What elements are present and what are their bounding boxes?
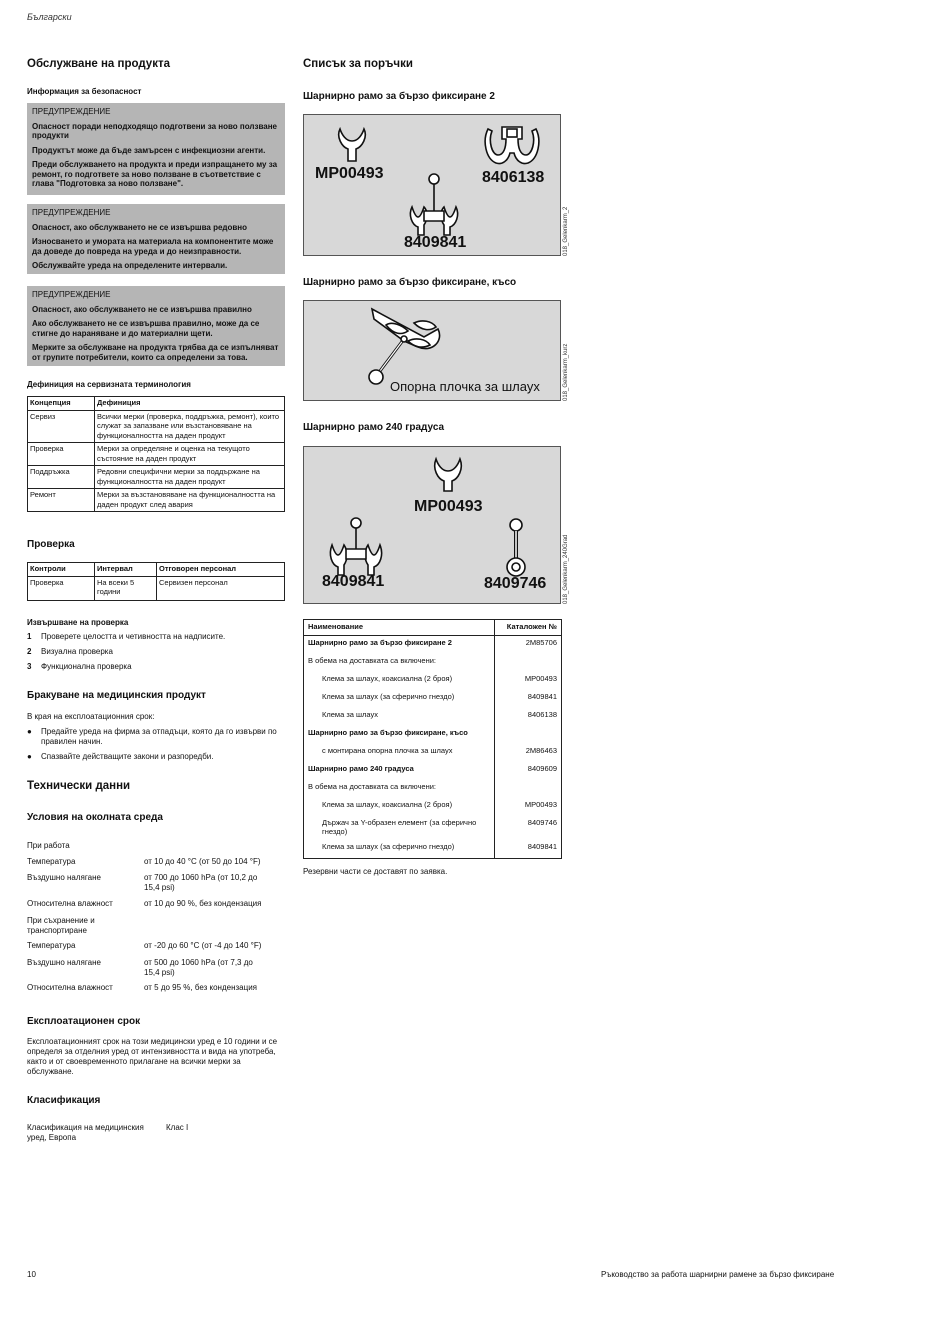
table-cell: Мерки за възстановяване на функционалността на даден продукт след авария bbox=[95, 489, 285, 512]
fig2-title: Шарнирно рамо за бързо фиксиране, късо bbox=[303, 277, 517, 288]
order-header: Каталожен № bbox=[495, 620, 562, 636]
order-item-name: Клема за шлаух, коаксиална (2 броя) bbox=[304, 672, 495, 690]
order-item-name: В обема на доставката са включени: bbox=[304, 780, 495, 798]
env-value: от 700 до 1060 hPa (от 10,2 до 15,4 psi) bbox=[144, 873, 258, 892]
warning-line: Обслужвайте уреда на определените интервали. bbox=[32, 261, 228, 270]
warning-title: ПРЕДУПРЕЖДЕНИЕ bbox=[32, 208, 111, 217]
order-item-number bbox=[495, 780, 562, 798]
env-key: Температура bbox=[27, 941, 76, 950]
safety-title: Информация за безопасност bbox=[27, 87, 142, 96]
warning-line: Преди обслужването на продукта и преди изпращането му за ремонт, го подгответе за ново ползване в съответствие с глава "Подготовка за ново ползване". bbox=[32, 160, 278, 188]
procedure-steps bbox=[27, 632, 287, 677]
table-cell: На всеки 5 години bbox=[95, 576, 157, 600]
order-item-number: 8409609 bbox=[495, 762, 562, 780]
list-item: 1 Проверете целостта и четивността на надписите. bbox=[27, 632, 226, 641]
order-item-name: В обема на доставката са включени: bbox=[304, 654, 495, 672]
order-item-name: Шарнирно рамо за бързо фиксиране, късо bbox=[304, 726, 495, 744]
order-item-name: Шарнирно рамо 240 градуса bbox=[304, 762, 495, 780]
inspection-header: Отговорен персонал bbox=[157, 563, 285, 577]
env-value: от 10 до 40 °C (от 50 до 104 °F) bbox=[144, 857, 261, 866]
terms-header: Концепция bbox=[28, 397, 95, 411]
warning-box-2 bbox=[27, 204, 285, 274]
terms-header: Дефиниция bbox=[95, 397, 285, 411]
order-item-number: MP00493 bbox=[495, 798, 562, 816]
table-row bbox=[304, 690, 562, 708]
page-number: 10 bbox=[27, 1270, 36, 1279]
warning-line: Опасност, ако обслужването не се извършва редовно bbox=[32, 222, 248, 232]
order-item-name: с монтирана опорна плочка за шлаух bbox=[304, 744, 495, 762]
warning-line: Мерките за обслужване на продукта трябва да се изпълняват от групите потребители, които са определени за това. bbox=[32, 343, 279, 362]
footer-doc-title: Ръководство за работа шарнирни рамене за бързо фиксиране bbox=[601, 1270, 835, 1279]
table-row bbox=[304, 798, 562, 816]
fig3-title: Шарнирно рамо 240 градуса bbox=[303, 422, 445, 433]
order-item-name: Шарнирно рамо за бързо фиксиране 2 bbox=[304, 635, 495, 654]
warning-box-1 bbox=[27, 103, 285, 195]
disposal-intro: В края на експлоатационния срок: bbox=[27, 712, 155, 721]
part-label: MP00493 bbox=[414, 498, 483, 515]
order-list-title: Списък за поръчки bbox=[303, 58, 413, 70]
order-item-number: 8409841 bbox=[495, 690, 562, 708]
inspection-title: Проверка bbox=[27, 539, 75, 550]
table-row bbox=[28, 443, 285, 466]
table-cell: Сервизен персонал bbox=[157, 576, 285, 600]
env-key: При съхранение и транспортиране bbox=[27, 916, 95, 935]
part-label: 8409841 bbox=[322, 573, 385, 590]
part-label: MP00493 bbox=[315, 165, 384, 182]
warning-title: ПРЕДУПРЕЖДЕНИЕ bbox=[32, 290, 111, 299]
table-cell: Сервиз bbox=[28, 410, 95, 443]
class-title: Класификация bbox=[27, 1095, 101, 1106]
order-item-number: 8409841 bbox=[495, 840, 562, 859]
table-cell: Ремонт bbox=[28, 489, 95, 512]
env-key: Въздушно налягане bbox=[27, 873, 101, 882]
tech-title: Технически данни bbox=[27, 780, 131, 792]
order-item-number bbox=[495, 654, 562, 672]
list-item: 3 Функционална проверка bbox=[27, 662, 132, 671]
fig1-caption: 018_Gelenkarm_2 bbox=[563, 206, 569, 256]
table-row bbox=[304, 780, 562, 798]
table-row bbox=[304, 762, 562, 780]
table-cell: Проверка bbox=[28, 443, 95, 466]
class-key: Класификация на медицинския уред, Европа bbox=[27, 1123, 144, 1142]
order-item-number: MP00493 bbox=[495, 672, 562, 690]
table-row bbox=[28, 576, 285, 600]
list-item: 2 Визуална проверка bbox=[27, 647, 113, 656]
language-label: Български bbox=[27, 12, 72, 22]
order-item-number: 2M85706 bbox=[495, 635, 562, 654]
table-row bbox=[304, 708, 562, 726]
order-table bbox=[303, 619, 562, 859]
table-row bbox=[304, 840, 562, 859]
warning-line: Износването и умората на материала на компонентите може да доведе до повреда на уреда и до неизправности. bbox=[32, 237, 274, 256]
part-label: 8406138 bbox=[482, 169, 545, 186]
table-row bbox=[28, 466, 285, 489]
table-row bbox=[304, 635, 562, 654]
warning-box-3 bbox=[27, 286, 285, 366]
order-item-number bbox=[495, 726, 562, 744]
warning-line: Опасност, ако обслужването не се извършва правилно bbox=[32, 304, 252, 314]
env-value: от 500 до 1060 hPa (от 7,3 до 15,4 psi) bbox=[144, 958, 253, 977]
env-key: Температура bbox=[27, 857, 76, 866]
fig1-title: Шарнирно рамо за бързо фиксиране 2 bbox=[303, 91, 495, 102]
table-cell: Поддръжка bbox=[28, 466, 95, 489]
order-item-name: Държач за Y-образен елемент (за сферично гнездо) bbox=[304, 816, 495, 840]
table-row bbox=[28, 410, 285, 443]
table-row bbox=[304, 726, 562, 744]
spare-note: Резервни части се доставят по заявка. bbox=[303, 867, 448, 876]
life-title: Експлоатационен срок bbox=[27, 1016, 141, 1027]
order-item-number: 8406138 bbox=[495, 708, 562, 726]
order-item-name: Клема за шлаух, коаксиална (2 броя) bbox=[304, 798, 495, 816]
terms-table bbox=[27, 396, 285, 512]
order-item-name: Клема за шлаух bbox=[304, 708, 495, 726]
env-key: Въздушно налягане bbox=[27, 958, 101, 967]
table-cell: Проверка bbox=[28, 576, 95, 600]
table-cell: Мерки за определяне и оценка на текущото състояние на даден продукт bbox=[95, 443, 285, 466]
part-label: 8409746 bbox=[484, 575, 547, 592]
env-value: от -20 до 60 °C (от -4 до 140 °F) bbox=[144, 941, 262, 950]
disposal-title: Бракуване на медицинския продукт bbox=[27, 690, 206, 701]
class-value: Клас I bbox=[166, 1123, 189, 1132]
table-row bbox=[304, 672, 562, 690]
env-key: Относителна влажност bbox=[27, 983, 113, 992]
warning-line: Опасност поради неподходящо подготвени за ново ползване продукти bbox=[32, 121, 277, 140]
list-item: ● Спазвайте действащите закони и разпоредби. bbox=[27, 752, 285, 762]
fig3-caption: 018_Gelenkarm_240Grad bbox=[563, 534, 569, 604]
table-row bbox=[304, 744, 562, 762]
inspection-table bbox=[27, 562, 285, 601]
disposal-bullets bbox=[27, 727, 285, 767]
warning-line: Ако обслужването не се извършва правилно, може да се стигне до нараняване и до материални щети. bbox=[32, 319, 260, 338]
order-item-number: 8409746 bbox=[495, 816, 562, 840]
figure-gelenkarm-240 bbox=[303, 446, 561, 604]
figure-gelenkarm-kurz bbox=[303, 300, 561, 401]
inspection-header: Интервал bbox=[95, 563, 157, 577]
order-item-name: Клема за шлаух (за сферично гнездо) bbox=[304, 690, 495, 708]
table-cell: Всички мерки (проверка, поддръжка, ремонт), които служат за запазване или възстановяване на функционалността на даден продукт bbox=[95, 410, 285, 443]
part-label: 8409841 bbox=[404, 234, 467, 251]
env-value: от 5 до 95 %, без кондензация bbox=[144, 983, 257, 992]
order-item-number: 2M86463 bbox=[495, 744, 562, 762]
env-title: Условия на околната среда bbox=[27, 812, 163, 823]
service-title: Обслужване на продукта bbox=[27, 58, 170, 70]
table-row bbox=[28, 489, 285, 512]
order-item-name: Клема за шлаух (за сферично гнездо) bbox=[304, 840, 495, 859]
fig2-caption: 018_Gelenkarm_kurz bbox=[563, 343, 569, 401]
order-header: Наименование bbox=[304, 620, 495, 636]
warning-title: ПРЕДУПРЕЖДЕНИЕ bbox=[32, 107, 111, 116]
env-key: Относителна влажност bbox=[27, 899, 113, 908]
table-row bbox=[304, 654, 562, 672]
env-value: от 10 до 90 %, без кондензация bbox=[144, 899, 262, 908]
part-label: Опорна плочка за шлаух bbox=[390, 379, 540, 394]
list-item: ● Предайте уреда на фирма за отпадъци, която да го извърви по правилен начин. bbox=[27, 727, 285, 747]
env-key: При работа bbox=[27, 841, 70, 850]
procedure-title: Извършване на проверка bbox=[27, 618, 129, 627]
table-cell: Редовни специфични мерки за поддържане на функционалността на даден продукт bbox=[95, 466, 285, 489]
life-text: Експлоатационният срок на този медицински уред е 10 години и се определя за отделния уред от интензивността и вида на употреба, както и от своевременното прилагане на всички мерки за обслужване. bbox=[27, 1037, 278, 1076]
table-row bbox=[304, 816, 562, 840]
inspection-header: Контроли bbox=[28, 563, 95, 577]
terms-title: Дефиниция на сервизната терминология bbox=[27, 380, 191, 389]
warning-line: Продуктът може да бъде замърсен с инфекциозни агенти. bbox=[32, 145, 266, 155]
figure-gelenkarm-2 bbox=[303, 114, 561, 256]
